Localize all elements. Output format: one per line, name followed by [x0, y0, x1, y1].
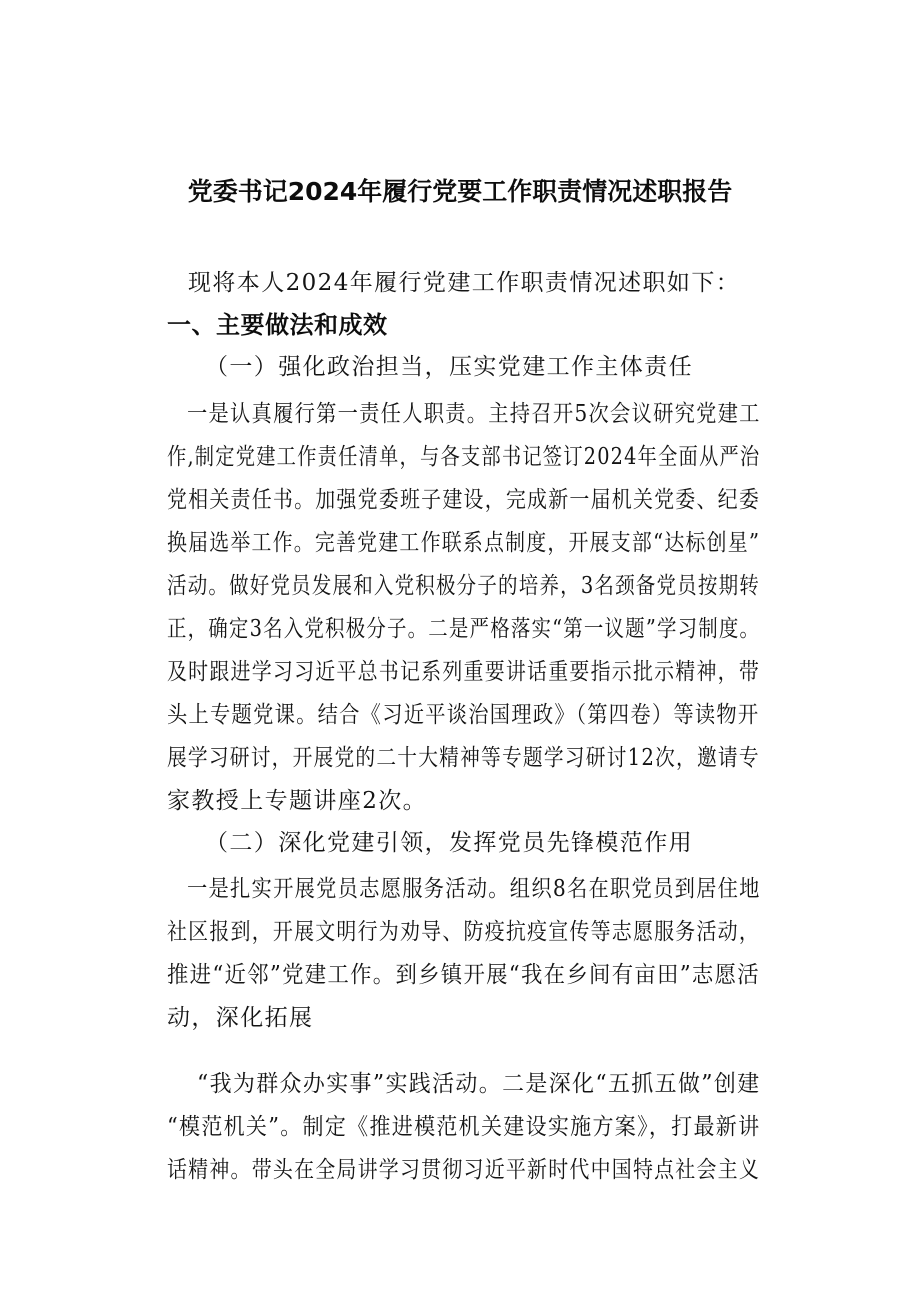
paragraph-line: 社区报到，开展文明行为劝导、防疫抗疫宣传等志愿服务活动，	[167, 919, 761, 945]
paragraph-line: 换届选举工作。完善党建工作联系点制度，开展支部“达标创星”	[167, 530, 761, 556]
paragraph-line: 头上专题党课。结合《习近平谈治国理政》（第四卷）等读物开	[167, 702, 760, 728]
paragraph-line: 作,制定党建工作责任清单，与各支部书记签订2024年全面从严治	[167, 444, 761, 470]
paragraph-line: “模范机关”。制定《推进模范机关建设实施方案》，打最新讲	[167, 1114, 761, 1140]
subsection-heading-2: （二）深化党建引领，发挥党员先锋模范作用	[205, 830, 693, 856]
paragraph-line: “我为群众办实事”实践活动。二是深化“五抓五做”创建	[197, 1071, 761, 1097]
paragraph-line: 动，深化拓展	[167, 1005, 314, 1031]
paragraph-line: 话精神。带头在全局讲学习贯彻习近平新时代中国特点社会主义	[167, 1157, 761, 1183]
intro-paragraph: 现将本人2024年履行党建工作职责情况述职如下：	[188, 270, 741, 296]
paragraph-line: 党相关责任书。加强党委班子建设，完成新一届机关党委、纪委	[167, 487, 761, 513]
paragraph-line: 推进“近邻”党建工作。到乡镇开展“我在乡间有亩田”志愿活	[167, 962, 760, 988]
paragraph-line: 家教授上专题讲座2次。	[167, 788, 428, 814]
paragraph-line: 活动。做好党员发展和入党积极分子的培养，3名颈备党员按期转	[167, 573, 760, 599]
paragraph-line: 一是扎实开展党员志愿服务活动。组织8名在职党员到居住地	[187, 876, 761, 902]
subsection-heading-1: （一）强化政治担当，压实党建工作主体责任	[205, 354, 693, 380]
paragraph-line: 一是认真履行第一责任人职责。主持召开5次会议研究党建工	[187, 401, 761, 427]
paragraph-line: 正，确定3名入党积极分子。二是严格落实“第一议题”学习制度。	[167, 616, 761, 642]
document-title: 党委书记2024年履行党要工作职责情况述职报告	[187, 177, 733, 206]
section-heading-1: 一、主要做法和成效	[167, 311, 388, 339]
paragraph-line: 及时跟进学习习近平总书记系列重要讲话重要指示批示精神，带	[167, 659, 761, 685]
paragraph-line: 展学习研讨，开展党的二十大精神等专题学习研讨12次，邀请专	[167, 745, 760, 771]
